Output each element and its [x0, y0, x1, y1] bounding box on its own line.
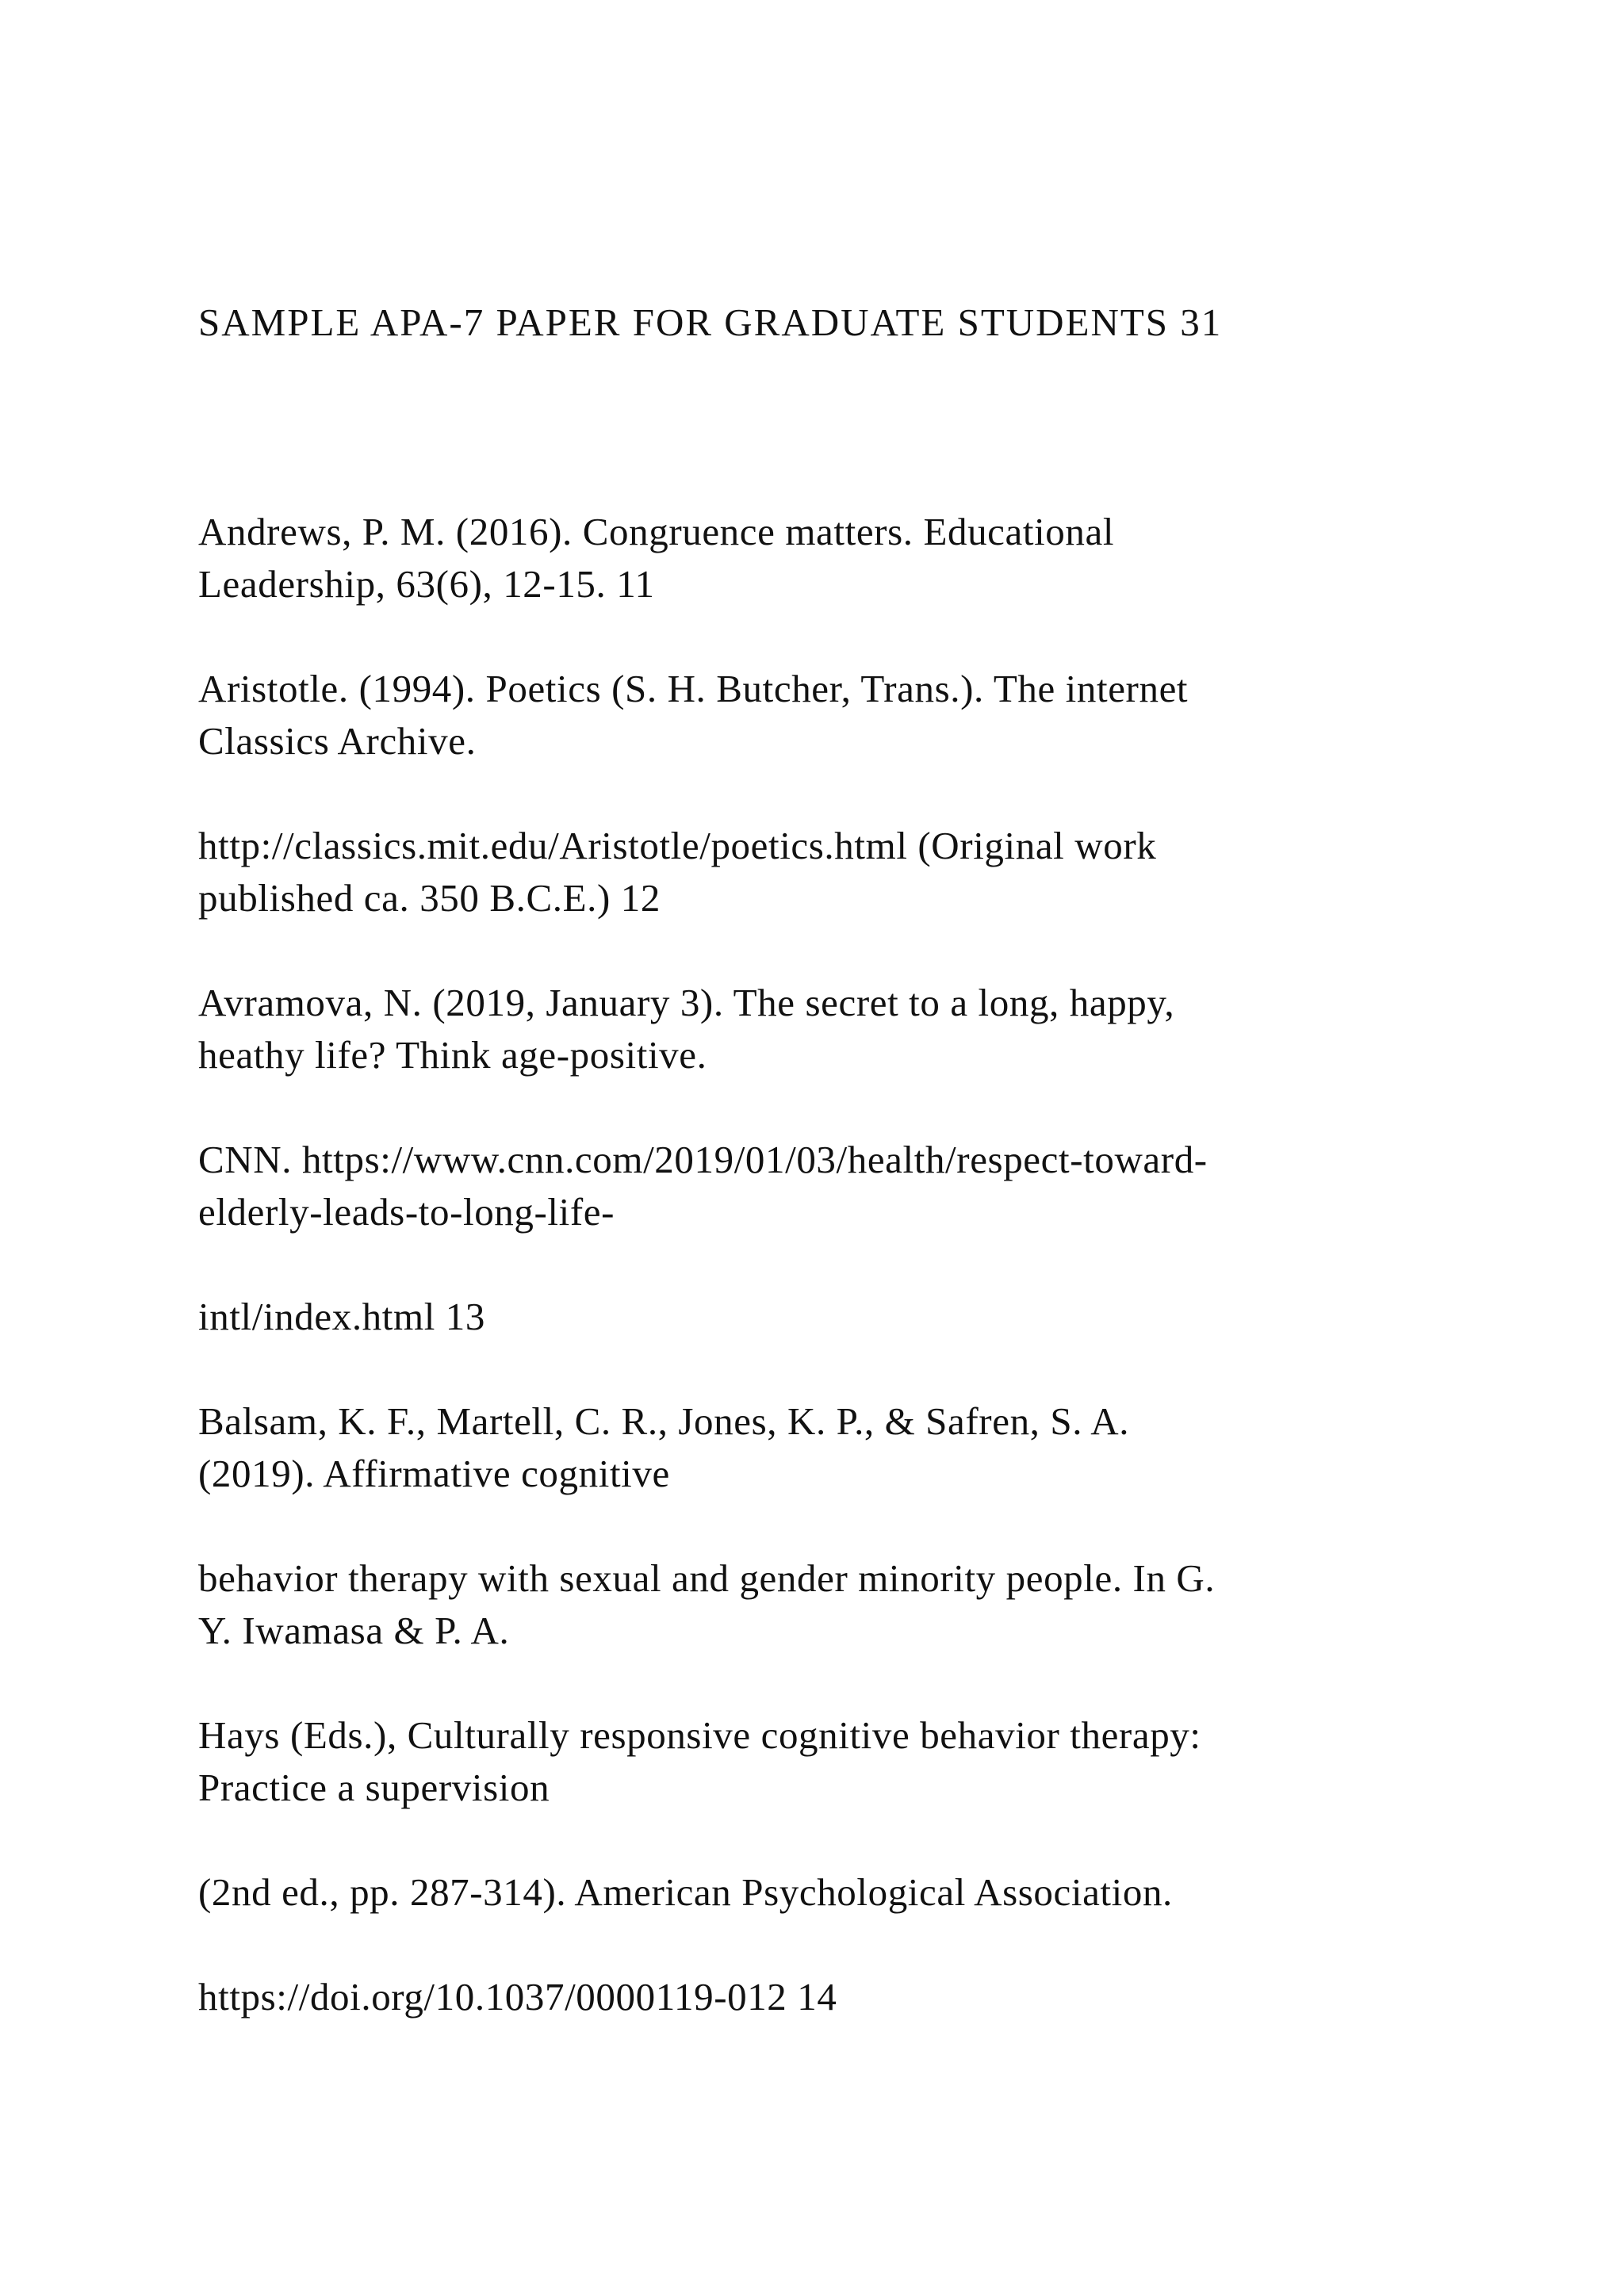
reference-paragraph: Andrews, P. M. (2016). Congruence matters. Educational Leadership, 63(6), 12-15. 11: [198, 510, 1115, 606]
reference-paragraph: Aristotle. (1994). Poetics (S. H. Butcher, Trans.). The internet Classics Archive.: [198, 667, 1189, 763]
reference-paragraph: intl/index.html 13: [198, 1295, 485, 1338]
reference-paragraph: CNN. https://www.cnn.com/2019/01/03/health/respect-toward- elderly-leads-to-long-life-: [198, 1138, 1208, 1234]
reference-paragraph: Balsam, K. F., Martell, C. R., Jones, K. P., & Safren, S. A. (2019). Affirmative cognitive: [198, 1399, 1130, 1495]
reference-paragraph: http://classics.mit.edu/Aristotle/poetics.html (Original work published ca. 350 B.C.E.) 12: [198, 824, 1157, 920]
reference-paragraph: (2nd ed., pp. 287-314). American Psychological Association.: [198, 1870, 1173, 1914]
reference-list: [198, 506, 1435, 2076]
reference-paragraph: behavior therapy with sexual and gender minority people. In G. Y. Iwamasa & P. A.: [198, 1556, 1216, 1652]
reference-paragraph: Avramova, N. (2019, January 3). The secret to a long, happy, heathy life? Think age-positive.: [198, 981, 1175, 1077]
reference-paragraph: Hays (Eds.), Culturally responsive cognitive behavior therapy: Practice a supervision: [198, 1713, 1201, 1809]
reference-paragraph: https://doi.org/10.1037/0000119-012 14: [198, 1975, 837, 2019]
running-head: SAMPLE APA-7 PAPER FOR GRADUATE STUDENTS 31: [198, 300, 1223, 344]
